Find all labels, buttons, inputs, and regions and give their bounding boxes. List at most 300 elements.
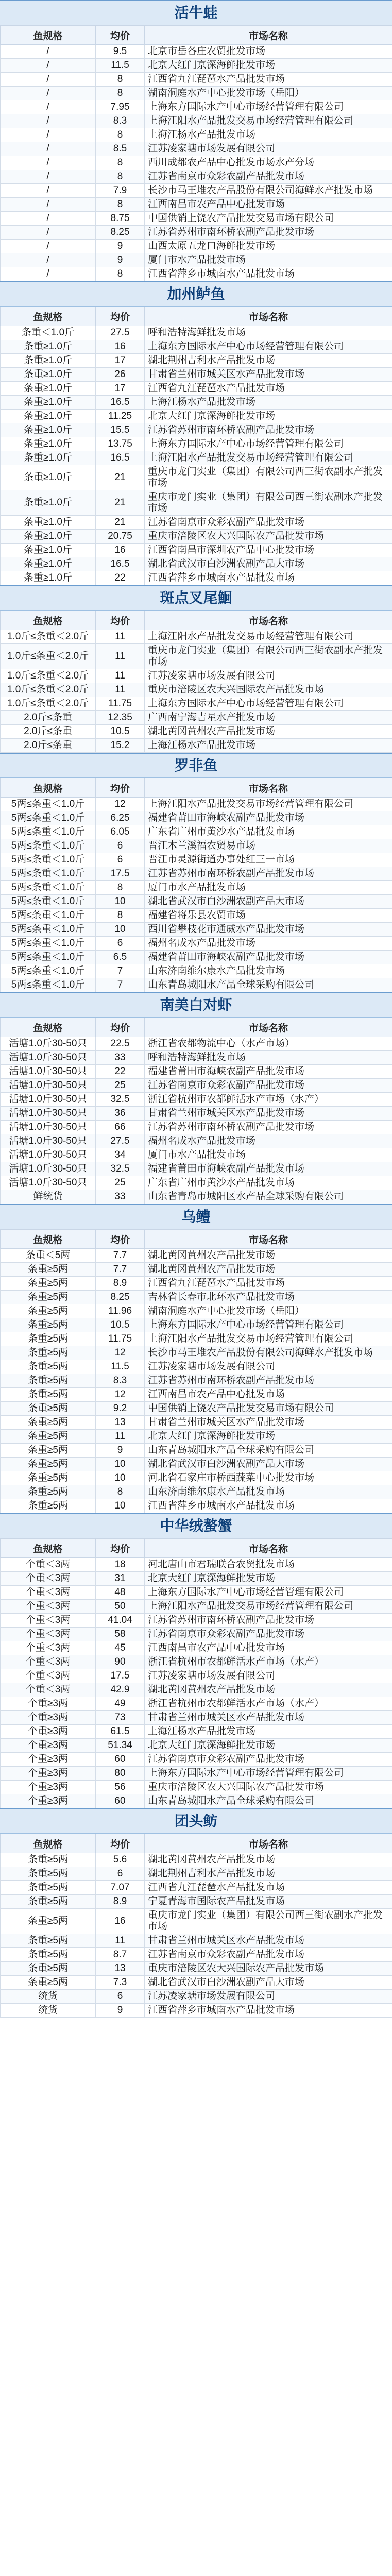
cell-price: 11.75	[96, 697, 145, 711]
table-row	[1, 1600, 392, 1614]
cell-price: 6	[96, 839, 145, 853]
table-row	[1, 451, 392, 465]
cell-spec: 条重≥5两	[1, 1962, 96, 1976]
species-section	[0, 1513, 392, 1808]
cell-spec: 条重≥5两	[1, 1881, 96, 1895]
column-header-spec: 鱼规格	[1, 307, 96, 326]
table-row	[1, 1934, 392, 1948]
cell-market: 湖北省武汉市白沙洲农副产品大市场	[145, 895, 392, 909]
cell-spec: 5两≤条重＜1.0斤	[1, 923, 96, 937]
cell-price: 27.5	[96, 326, 145, 340]
cell-price: 17	[96, 354, 145, 368]
table-row	[1, 326, 392, 340]
cell-price: 16	[96, 544, 145, 557]
cell-spec: 条重≥1.0斤	[1, 571, 96, 585]
cell-spec: 2.0斤≤条重	[1, 739, 96, 753]
section-title: 中华绒螯蟹	[0, 1513, 392, 1538]
header-row	[1, 1018, 392, 1037]
cell-spec: 个重＜3两	[1, 1628, 96, 1641]
price-table	[0, 611, 392, 753]
cell-price: 8	[96, 73, 145, 87]
cell-market: 广东省广州市黄沙水产品批发市场	[145, 1176, 392, 1190]
cell-market: 江苏省苏州市南环桥农副产品批发市场	[145, 867, 392, 881]
table-row	[1, 978, 392, 992]
table-row	[1, 1725, 392, 1739]
cell-market: 重庆市龙门实业（集团）有限公司西三街农副水产批发市场	[145, 465, 392, 490]
cell-price: 16.5	[96, 557, 145, 571]
cell-market: 中国供销上饶农产品批发交易市场有限公司	[145, 212, 392, 226]
table-row	[1, 1107, 392, 1121]
cell-spec: /	[1, 114, 96, 128]
cell-spec: 条重＜5两	[1, 1249, 96, 1263]
price-table	[0, 1018, 392, 1204]
cell-market: 福建省莆田市海峡农副产品批发市场	[145, 1162, 392, 1176]
cell-spec: 条重≥5两	[1, 1360, 96, 1374]
cell-spec: 条重≥5两	[1, 1485, 96, 1499]
cell-price: 8.25	[96, 1291, 145, 1304]
cell-market: 湖北黄冈黄州农产品批发市场	[145, 1853, 392, 1867]
cell-spec: 活塘1.0斤30-50只	[1, 1134, 96, 1148]
table-row	[1, 571, 392, 585]
cell-market: 湖南洞庭水产中心批发市场（岳阳）	[145, 1304, 392, 1318]
cell-spec: 2.0斤≤条重	[1, 725, 96, 739]
table-row	[1, 909, 392, 923]
column-header-market: 市场名称	[145, 1539, 392, 1558]
cell-price: 6.05	[96, 825, 145, 839]
header-row	[1, 307, 392, 326]
cell-price: 18	[96, 1558, 145, 1572]
table-row	[1, 87, 392, 100]
cell-market: 江西南昌市农产品中心批发市场	[145, 1641, 392, 1655]
cell-spec: 条重≥1.0斤	[1, 396, 96, 410]
price-table	[0, 307, 392, 585]
table-row	[1, 1037, 392, 1051]
cell-market: 河北省石家庄市桥西蔬菜中心批发市场	[145, 1471, 392, 1485]
cell-spec: 鲜统货	[1, 1190, 96, 1204]
cell-spec: 条重≥1.0斤	[1, 368, 96, 382]
table-row	[1, 1948, 392, 1962]
table-row	[1, 184, 392, 198]
cell-price: 16	[96, 1909, 145, 1934]
cell-price: 8.5	[96, 142, 145, 156]
column-header-spec: 鱼规格	[1, 778, 96, 798]
table-row	[1, 1558, 392, 1572]
table-row	[1, 964, 392, 978]
cell-price: 8	[96, 267, 145, 281]
header-row	[1, 1230, 392, 1249]
table-row	[1, 1586, 392, 1600]
cell-price: 7.95	[96, 100, 145, 114]
table-row	[1, 73, 392, 87]
cell-spec: 活塘1.0斤30-50只	[1, 1051, 96, 1065]
cell-price: 6	[96, 853, 145, 867]
table-row	[1, 923, 392, 937]
table-row	[1, 1388, 392, 1402]
species-section	[0, 281, 392, 585]
cell-market: 江苏省南京市众彩农副产品批发市场	[145, 1948, 392, 1962]
cell-market: 上海东方国际水产中心市场经营管理有限公司	[145, 1767, 392, 1781]
table-row	[1, 630, 392, 644]
cell-spec: 5两≤条重＜1.0斤	[1, 978, 96, 992]
table-row	[1, 2004, 392, 2018]
column-header-price: 均价	[96, 611, 145, 630]
cell-spec: /	[1, 156, 96, 170]
cell-price: 17.5	[96, 867, 145, 881]
table-row	[1, 1121, 392, 1134]
cell-price: 16.5	[96, 396, 145, 410]
cell-price: 8.75	[96, 212, 145, 226]
cell-market: 呼和浩特海鲜批发市场	[145, 326, 392, 340]
table-row	[1, 142, 392, 156]
cell-market: 山东青岛城阳水产品全球采购有限公司	[145, 1444, 392, 1458]
table-row	[1, 1277, 392, 1291]
cell-market: 北京大红门京深海鲜批发市场	[145, 1739, 392, 1753]
cell-market: 江苏省南京市众彩农副产品批发市场	[145, 516, 392, 530]
cell-market: 晋江木兰溪福农贸易市场	[145, 839, 392, 853]
cell-price: 17.5	[96, 1669, 145, 1683]
table-row	[1, 1867, 392, 1881]
table-row	[1, 1402, 392, 1416]
header-row	[1, 1539, 392, 1558]
table-row	[1, 544, 392, 557]
table-row	[1, 1962, 392, 1976]
cell-price: 9	[96, 1444, 145, 1458]
column-header-spec: 鱼规格	[1, 26, 96, 45]
cell-price: 66	[96, 1121, 145, 1134]
cell-spec: 条重≥1.0斤	[1, 544, 96, 557]
cell-market: 中国供销上饶农产品批发交易市场有限公司	[145, 1402, 392, 1416]
cell-price: 8.9	[96, 1277, 145, 1291]
cell-price: 11	[96, 630, 145, 644]
table-row	[1, 396, 392, 410]
table-row	[1, 1990, 392, 2004]
table-row	[1, 1190, 392, 1204]
cell-spec: 活塘1.0斤30-50只	[1, 1148, 96, 1162]
cell-price: 60	[96, 1794, 145, 1808]
table-row	[1, 1263, 392, 1277]
table-row	[1, 1416, 392, 1430]
column-header-market: 市场名称	[145, 778, 392, 798]
table-row	[1, 1683, 392, 1697]
cell-price: 11	[96, 1934, 145, 1948]
cell-spec: 条重≥1.0斤	[1, 516, 96, 530]
cell-price: 6	[96, 1867, 145, 1881]
cell-price: 22	[96, 1065, 145, 1079]
cell-price: 16	[96, 340, 145, 354]
cell-price: 56	[96, 1781, 145, 1794]
table-row	[1, 725, 392, 739]
cell-market: 江苏凌家塘市场发展有限公司	[145, 142, 392, 156]
cell-market: 湖北黄冈黄州农产品批发市场	[145, 1683, 392, 1697]
cell-price: 60	[96, 1753, 145, 1767]
cell-price: 15.5	[96, 423, 145, 437]
cell-spec: 条重≥5两	[1, 1895, 96, 1909]
cell-spec: /	[1, 267, 96, 281]
table-row	[1, 867, 392, 881]
table-row	[1, 1781, 392, 1794]
table-row	[1, 1162, 392, 1176]
cell-market: 长沙市马王堆农产品股份有限公司海鲜水产批发市场	[145, 184, 392, 198]
table-row	[1, 1909, 392, 1934]
cell-price: 13.75	[96, 437, 145, 451]
cell-price: 32.5	[96, 1162, 145, 1176]
cell-price: 22.5	[96, 1037, 145, 1051]
table-row	[1, 354, 392, 368]
cell-price: 8.3	[96, 114, 145, 128]
cell-spec: 条重≥1.0斤	[1, 451, 96, 465]
cell-price: 7	[96, 978, 145, 992]
cell-price: 8.9	[96, 1895, 145, 1909]
table-row	[1, 1767, 392, 1781]
cell-spec: 个重＜3两	[1, 1683, 96, 1697]
table-row	[1, 1134, 392, 1148]
cell-spec: 活塘1.0斤30-50只	[1, 1176, 96, 1190]
table-row	[1, 59, 392, 73]
cell-spec: 条重≥5两	[1, 1416, 96, 1430]
table-row	[1, 1346, 392, 1360]
cell-market: 浙江省农都物流中心（水产市场）	[145, 1037, 392, 1051]
column-header-price: 均价	[96, 1539, 145, 1558]
cell-market: 北京大红门京深海鲜批发市场	[145, 1572, 392, 1586]
cell-spec: 个重≥3两	[1, 1711, 96, 1725]
column-header-price: 均价	[96, 778, 145, 798]
table-row	[1, 1753, 392, 1767]
cell-spec: 5两≤条重＜1.0斤	[1, 798, 96, 811]
cell-price: 10	[96, 1499, 145, 1513]
table-row	[1, 156, 392, 170]
column-header-market: 市场名称	[145, 307, 392, 326]
cell-price: 42.9	[96, 1683, 145, 1697]
table-row	[1, 1291, 392, 1304]
cell-market: 浙江省杭州市农都鲜活水产市场（水产）	[145, 1093, 392, 1107]
table-row	[1, 683, 392, 697]
cell-market: 福建省莆田市海峡农副产品批发市场	[145, 951, 392, 964]
cell-price: 25	[96, 1079, 145, 1093]
cell-spec: 条重≥5两	[1, 1346, 96, 1360]
cell-price: 7	[96, 964, 145, 978]
column-header-spec: 鱼规格	[1, 1834, 96, 1853]
cell-spec: /	[1, 184, 96, 198]
cell-market: 湖北省武汉市白沙洲农副产品大市场	[145, 1458, 392, 1471]
cell-market: 上海江阳水产品批发交易市场经营管理有限公司	[145, 630, 392, 644]
cell-price: 9.2	[96, 1402, 145, 1416]
cell-market: 江苏凌家塘市场发展有限公司	[145, 669, 392, 683]
cell-market: 江苏凌家塘市场发展有限公司	[145, 1990, 392, 2004]
cell-spec: 个重＜3两	[1, 1600, 96, 1614]
cell-market: 江西省九江琵琶水产品批发市场	[145, 1881, 392, 1895]
cell-market: 重庆市涪陵区农大兴国际农产品批发市场	[145, 683, 392, 697]
cell-spec: 活塘1.0斤30-50只	[1, 1079, 96, 1093]
cell-spec: 活塘1.0斤30-50只	[1, 1107, 96, 1121]
column-header-spec: 鱼规格	[1, 611, 96, 630]
cell-price: 15.2	[96, 739, 145, 753]
table-row	[1, 437, 392, 451]
cell-price: 9	[96, 240, 145, 253]
cell-price: 12.35	[96, 711, 145, 725]
cell-market: 上海江杨水产品批发市场	[145, 396, 392, 410]
cell-market: 上海江阳水产品批发交易市场经营管理有限公司	[145, 114, 392, 128]
cell-price: 8	[96, 198, 145, 212]
section-title: 团头鲂	[0, 1808, 392, 1834]
price-table	[0, 778, 392, 992]
cell-spec: 条重≥1.0斤	[1, 423, 96, 437]
table-row	[1, 1853, 392, 1867]
column-header-spec: 鱼规格	[1, 1230, 96, 1249]
cell-spec: 条重≥1.0斤	[1, 354, 96, 368]
cell-price: 8	[96, 1485, 145, 1499]
cell-market: 晋江市灵源街道办事处红三一市场	[145, 853, 392, 867]
cell-spec: 条重≥1.0斤	[1, 410, 96, 423]
table-row	[1, 839, 392, 853]
table-row	[1, 1485, 392, 1499]
table-row	[1, 937, 392, 951]
cell-market: 厦门市水产品批发市场	[145, 881, 392, 895]
cell-price: 49	[96, 1697, 145, 1711]
cell-price: 11	[96, 644, 145, 669]
cell-price: 8	[96, 881, 145, 895]
cell-market: 湖北荆州吉利水产品批发市场	[145, 1867, 392, 1881]
cell-price: 25	[96, 1176, 145, 1190]
table-row	[1, 267, 392, 281]
cell-price: 33	[96, 1051, 145, 1065]
species-section	[0, 992, 392, 1204]
cell-spec: 条重≥5两	[1, 1867, 96, 1881]
cell-market: 河北唐山市君瑞联合农贸批发市场	[145, 1558, 392, 1572]
cell-spec: 条重≥5两	[1, 1304, 96, 1318]
cell-price: 22	[96, 571, 145, 585]
cell-price: 7.3	[96, 1976, 145, 1990]
cell-spec: 条重≥1.0斤	[1, 530, 96, 544]
table-row	[1, 1881, 392, 1895]
column-header-market: 市场名称	[145, 1230, 392, 1249]
cell-spec: 条重≥1.0斤	[1, 557, 96, 571]
table-row	[1, 1176, 392, 1190]
table-row	[1, 1641, 392, 1655]
cell-price: 8.25	[96, 226, 145, 240]
table-row	[1, 1471, 392, 1485]
cell-price: 12	[96, 1346, 145, 1360]
table-row	[1, 1572, 392, 1586]
cell-price: 9	[96, 253, 145, 267]
cell-market: 甘肃省兰州市城关区水产品批发市场	[145, 1107, 392, 1121]
table-row	[1, 368, 392, 382]
cell-spec: 个重≥3两	[1, 1753, 96, 1767]
table-row	[1, 1318, 392, 1332]
cell-spec: 1.0斤≤条重＜2.0斤	[1, 697, 96, 711]
table-row	[1, 1079, 392, 1093]
table-row	[1, 669, 392, 683]
cell-market: 西川成都农产品中心批发市场水产分场	[145, 156, 392, 170]
species-section	[0, 753, 392, 992]
cell-spec: 5两≤条重＜1.0斤	[1, 909, 96, 923]
cell-market: 上海江阳水产品批发交易市场经营管理有限公司	[145, 1600, 392, 1614]
cell-spec: 个重＜3两	[1, 1655, 96, 1669]
cell-market: 长沙市马王堆农产品股份有限公司海鲜水产批发市场	[145, 1346, 392, 1360]
cell-market: 上海江杨水产品批发市场	[145, 739, 392, 753]
table-row	[1, 423, 392, 437]
cell-price: 13	[96, 1416, 145, 1430]
cell-spec: 条重≥5两	[1, 1976, 96, 1990]
table-row	[1, 881, 392, 895]
table-row	[1, 739, 392, 753]
cell-price: 21	[96, 490, 145, 516]
cell-market: 呼和浩特海鲜批发市场	[145, 1051, 392, 1065]
cell-price: 17	[96, 382, 145, 396]
cell-price: 6	[96, 1990, 145, 2004]
cell-price: 10	[96, 923, 145, 937]
cell-spec: 个重≥3两	[1, 1794, 96, 1808]
cell-spec: 条重≥5两	[1, 1332, 96, 1346]
cell-market: 江苏省南京市众彩农副产品批发市场	[145, 1753, 392, 1767]
cell-spec: 5两≤条重＜1.0斤	[1, 895, 96, 909]
table-row	[1, 1794, 392, 1808]
cell-market: 湖北荆州吉利水产品批发市场	[145, 354, 392, 368]
column-header-market: 市场名称	[145, 1834, 392, 1853]
cell-price: 34	[96, 1148, 145, 1162]
cell-price: 12	[96, 798, 145, 811]
cell-price: 51.34	[96, 1739, 145, 1753]
cell-spec: /	[1, 226, 96, 240]
cell-spec: 个重＜3两	[1, 1558, 96, 1572]
cell-spec: 活塘1.0斤30-50只	[1, 1065, 96, 1079]
cell-price: 7.07	[96, 1881, 145, 1895]
table-row	[1, 1332, 392, 1346]
cell-price: 48	[96, 1586, 145, 1600]
cell-spec: 条重≥5两	[1, 1277, 96, 1291]
cell-market: 上海江阳水产品批发交易市场经营管理有限公司	[145, 451, 392, 465]
cell-spec: /	[1, 45, 96, 59]
table-row	[1, 1148, 392, 1162]
cell-price: 50	[96, 1600, 145, 1614]
cell-price: 41.04	[96, 1614, 145, 1628]
header-row	[1, 26, 392, 45]
cell-market: 上海江杨水产品批发市场	[145, 128, 392, 142]
cell-spec: 条重≥5两	[1, 1318, 96, 1332]
cell-spec: 5两≤条重＜1.0斤	[1, 811, 96, 825]
cell-market: 重庆市龙门实业（集团）有限公司西三街农副水产批发市场	[145, 490, 392, 516]
cell-spec: 条重≥1.0斤	[1, 382, 96, 396]
cell-spec: 1.0斤≤条重＜2.0斤	[1, 644, 96, 669]
cell-market: 山东青岛城阳水产品全球采购有限公司	[145, 978, 392, 992]
cell-market: 山西太原五龙口海鲜批发市场	[145, 240, 392, 253]
cell-price: 7.7	[96, 1249, 145, 1263]
section-title: 乌鳢	[0, 1204, 392, 1229]
cell-market: 江苏省苏州市南环桥农副产品批发市场	[145, 423, 392, 437]
cell-price: 8	[96, 156, 145, 170]
cell-spec: 活塘1.0斤30-50只	[1, 1093, 96, 1107]
cell-price: 11.75	[96, 1332, 145, 1346]
column-header-spec: 鱼规格	[1, 1018, 96, 1037]
cell-spec: 条重≥5两	[1, 1444, 96, 1458]
cell-spec: 5两≤条重＜1.0斤	[1, 964, 96, 978]
cell-price: 6.25	[96, 811, 145, 825]
cell-spec: 条重≥5两	[1, 1471, 96, 1485]
cell-market: 江苏省南京市众彩农副产品批发市场	[145, 170, 392, 184]
cell-spec: 个重≥3两	[1, 1725, 96, 1739]
column-header-price: 均价	[96, 26, 145, 45]
cell-market: 北京大红门京深海鲜批发市场	[145, 59, 392, 73]
cell-market: 北京大红门京深海鲜批发市场	[145, 1430, 392, 1444]
cell-market: 江苏省苏州市南环桥农副产品批发市场	[145, 226, 392, 240]
cell-price: 26	[96, 368, 145, 382]
cell-market: 江西省九江琵琶水产品批发市场	[145, 382, 392, 396]
table-row	[1, 1051, 392, 1065]
table-row	[1, 1655, 392, 1669]
price-table	[0, 1538, 392, 1808]
cell-spec: 条重≥5两	[1, 1948, 96, 1962]
cell-spec: 条重≥5两	[1, 1388, 96, 1402]
table-row	[1, 1711, 392, 1725]
